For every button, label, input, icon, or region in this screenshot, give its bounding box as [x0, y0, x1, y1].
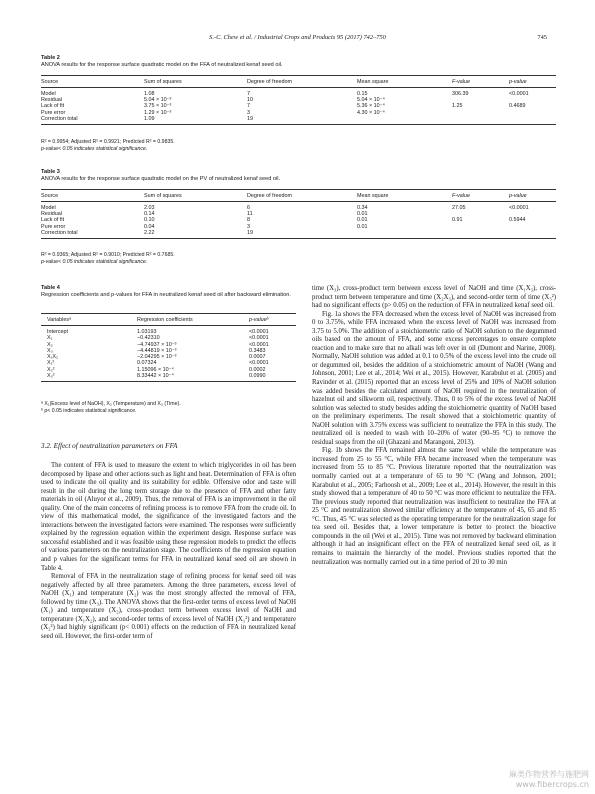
table2-cell: 5.04 × 10⁻⁴: [357, 97, 385, 104]
table2-cell: 1.25: [452, 103, 463, 110]
table2-cell: 5.36 × 10⁻⁴: [357, 103, 385, 110]
table2: [41, 75, 556, 125]
table2-cell: [452, 116, 509, 125]
table4-cell: 0.0990: [243, 373, 296, 382]
section-heading: 3.2. Effect of neutralization parameters on FFA: [41, 442, 178, 450]
table4-cell: X₃: [47, 347, 53, 354]
table4-cell: −4.74937 × 10⁻³: [137, 341, 177, 348]
table4-cell: <0.0001: [249, 329, 269, 335]
left-column: [41, 462, 296, 641]
table3: [41, 189, 556, 239]
table3-cell: Correction total: [41, 230, 144, 239]
table2-cell: 5.04 × 10⁻³: [144, 97, 172, 104]
table2-column-header: Sum of squares: [144, 76, 247, 88]
table2-cell: 0.4689: [509, 103, 526, 110]
table4-cell: 1.03193: [137, 329, 157, 335]
table4-cell: X₁X₂: [47, 354, 59, 361]
table3-cell: [509, 230, 556, 239]
table2-cell: Correction total: [41, 116, 144, 125]
table4-column-header: Variablesᵃ: [41, 314, 131, 326]
table3-cell: Model: [41, 205, 56, 211]
table3-cell: 8: [247, 217, 250, 224]
table3-cell: 0.01: [357, 211, 368, 218]
table3-cell: [357, 230, 452, 239]
table3-cell: Residual: [41, 211, 62, 218]
table2-cell: 306.39: [452, 91, 469, 97]
table2-column-header: Degree of freedom: [247, 76, 357, 88]
table2-column-header: Mean square: [357, 76, 452, 88]
table2-cell: 1.09: [144, 116, 247, 125]
table3-cell: 11: [247, 211, 253, 218]
journal-citation: S.-C. Chew et al. / Industrial Crops and Products 95 (2017) 742–750: [209, 34, 386, 41]
table3-column-header: p-value: [509, 190, 556, 202]
table2-caption-text: ANOVA results for the response surface quadratic model on the FFA of neutralized kenaf seed oil.: [41, 62, 283, 69]
table3-cell: 3: [247, 223, 250, 230]
table3-note: R² = 0.9365; Adjusted R² = 0.9010; Predicted R² = 0.7685.: [41, 252, 175, 258]
table2-cell: Lack of fit: [41, 103, 65, 110]
table3-caption: [41, 169, 280, 183]
table2-cell: 0.15: [357, 91, 368, 97]
table4-cell: <0.0001: [249, 360, 269, 367]
table2-cell: 1.08: [144, 91, 155, 97]
table2-row: [41, 116, 556, 125]
paragraph: Fig. 1b shows the FFA remained almost the same level while the temperature was increased from 25 to 55 °C, while FFA became increased when the temperature was increased from 55 to 85 °C. Previous literature reported that the neutralization was normally carried out at a temperature of 65 to 90 °C (Wang and Johnson, 2001; Karabulut et al., 2005; Farhoosh et al., 2009; Lee et al., 2014). However, the result in this study showed that a temperature of 40 to 50 °C was more efficient to neutralize the FFA. The previous study reported that neutralization was insufficient to neutralize the FFA at 25 °C and neutralization showed similar efficiency at the temperature of 45, 65 and 85 °C. Thus, 45 °C was selected as the operating temperature for the neutralization stage for tea seed oil. Besides that, a lower temperature is better to protect the bioactive compounds in the oil (Wei et al., 2015). Time was not removed by backward elimination although it had an insignificant effect on the FFA of neutralized kenaf seed oil, as it remains to maintain the hierarchy of the model. Previous studies reported that the neutralization was normally carried out in a time period of 20 to 30 min: [312, 447, 556, 566]
table3-cell: [452, 230, 509, 239]
table2-cell: Model: [41, 91, 56, 97]
table4-column-header: Regression coefficients: [131, 314, 243, 326]
table4-cell: X₃²: [41, 373, 131, 382]
table2-cell: <0.0001: [509, 91, 529, 97]
table2-row: [41, 88, 556, 98]
table4-notes: [41, 401, 181, 414]
table3-row: [41, 230, 556, 239]
table3-cell: 19: [247, 230, 357, 239]
table3-cell: 0.91: [452, 217, 463, 224]
table3-cell: 2.03: [144, 205, 155, 211]
table3-column-header: Degree of freedom: [247, 190, 357, 202]
table3-column-header: Source: [41, 190, 144, 202]
table4-cell: X₁: [47, 335, 53, 342]
table2-cell: Pure error: [41, 109, 66, 116]
table4-cell: 0.3483: [249, 347, 266, 354]
paragraph: Removal of FFA in the neutralization stage of refining process for kenaf seed oil was negatively affected by all three parameters. Among the three parameters, excess level of NaOH (X₁) and temperature (X₂) was the most strongly affected the removal of FFA, followed by time (X₃). The ANOVA shows that the first-order terms of excess level of NaOH (X₁) and temperature (X₂), cross-product term between excess level of NaOH and temperature (X₁X₂), and second-order terms of excess level of NaOH (X₁²) and temperature (X₂²) had highly significant (p< 0.001) effects on the reduction of FFA in neutralized kenaf seed oil. However, the first-order term of: [41, 573, 296, 640]
watermark-url: www.fibercrops.cn: [515, 780, 589, 789]
table3-cell: 2.22: [144, 230, 247, 239]
table2-cell: 19: [247, 116, 357, 125]
table4-cell: 0.07324: [137, 360, 157, 367]
table4-cell: <0.0001: [249, 335, 269, 342]
table4-row: [41, 326, 296, 336]
table4-caption-text: Regression coefficients and p-values for FFA in neutralized kenaf seed oil after backward elimination.: [41, 292, 291, 299]
table3-caption-text: ANOVA results for the response surface quadratic model on the PV of neutralized kenaf seed oil.: [41, 176, 281, 183]
table2-column-header: F-value: [452, 76, 509, 88]
table3-cell: <0.0001: [509, 205, 529, 211]
table3-column-header: Sum of squares: [144, 190, 247, 202]
table3-cell: 0.10: [144, 217, 155, 224]
table2-cell: 7: [247, 91, 250, 97]
table2-note: R² = 0.9954; Adjusted R² = 0.9921; Predicted R² = 0.9835.: [41, 139, 175, 145]
table4-cell: <0.0001: [249, 341, 269, 348]
table3-note: p-value< 0.05 indicates statistical significance.: [41, 258, 148, 265]
table2-cell: 3: [247, 109, 250, 116]
table4-note: ᵇ p< 0.05 indicates statistical significance.: [41, 407, 137, 414]
table4-cell: −2.04295 × 10⁻³: [137, 354, 177, 361]
table4: [41, 313, 296, 382]
table2-cell: 4.30 × 10⁻⁴: [357, 109, 385, 116]
watermark-text: 麻类作物营养与施肥网: [509, 770, 589, 779]
table3-cell: 0.5944: [509, 217, 526, 224]
table2-column-header: p-value: [509, 76, 556, 88]
page-number: 745: [537, 34, 547, 41]
table4-cell: X₂: [47, 341, 53, 348]
table4-row: [41, 373, 296, 382]
table3-cell: 0.04: [144, 223, 155, 230]
table2-cell: 3.75 × 10⁻³: [144, 103, 172, 110]
table3-cell: 27.05: [452, 205, 466, 211]
table2-cell: 1.29 × 10⁻³: [144, 109, 172, 116]
table3-label: Table 3: [41, 169, 60, 175]
table4-cell: Intercept: [47, 329, 68, 335]
table4-cell: 0.0002: [249, 366, 266, 373]
table3-column-header: Mean square: [357, 190, 452, 202]
table3-cell: 0.01: [357, 217, 368, 224]
table3-cell: Pure error: [41, 223, 66, 230]
table3-cell: Lack of fit: [41, 217, 65, 224]
table4-cell: −0.42310: [137, 335, 160, 342]
table3-notes: [41, 252, 175, 265]
table2-column-header: Source: [41, 76, 144, 88]
watermark: [509, 770, 589, 790]
table3-column-header: F-value: [452, 190, 509, 202]
table2-cell: [509, 116, 556, 125]
table4-cell: 1.15096 × 10⁻⁴: [137, 366, 174, 373]
table3-cell: 0.14: [144, 211, 155, 218]
paragraph: time (X₃), cross-product term between excess level of NaOH and time (X₁X₃), cross-product term between temperature and time (X₂X₃), and second-order term of time (X₃²) had no significant effects (p> 0.05) on the reduction of FFA in neutralized kenaf seed oil.: [312, 285, 556, 310]
table3-cell: 0.01: [357, 223, 368, 230]
right-column: [312, 285, 556, 567]
table3-cell: 0.34: [357, 205, 368, 211]
table2-cell: 10: [247, 97, 253, 104]
table2-label: Table 2: [41, 55, 60, 61]
table2-notes: [41, 139, 175, 152]
table4-cell: X₂²: [47, 366, 55, 373]
table2-note: p-value< 0.05 indicates statistical significance.: [41, 145, 148, 152]
table4-label: Table 4: [41, 285, 60, 291]
table3-cell: 6: [247, 205, 250, 211]
table2-caption: [41, 55, 283, 69]
table2-cell: 7: [247, 103, 250, 110]
paragraph: Fig. 1a shows the FFA decreased when the excess level of NaOH was increased from 0 to 3.75%, while FFA increased when the excess level of NaOH was increased from 3.75 to 5.0%. The addition of a stoichiometric ratio of NaOH solution to the degummed oils based on the amount of FFA, and some excess percentages to ensure complete reaction and to make sure that no alkali was left over in oil (Dumont and Narine, 2008). Normally, NaOH solution was added at 0.1 to 0.5% of the excess level into the crude oil or degummed oil, besides the addition of a stoichiometric amount of NaOH (Wang and Johnson, 2001; Lee et al., 2014; Wei et al., 2015). However, Karabulut et al. (2005) and Ravinder et al. (2015) reported that an excess level of 25% and 10% of NaOH solution was added besides the calculated amount of NaOH required in the neutralization of hazelnut oil and silkworm oil, respectively. Thus, 0 to 5% of the excess level of NaOH solution was selected to study besides adding the stoichiometric quantity of NaOH based on the preliminary experiments. The result showed that a stoichiometric quantity of NaOH solution with 3.75% excess was sufficient to neutralize the FFA in this study. The neutralized oil is needed to wash with 10–20% of water (90–95 °C) to remove the residual soaps from the oil (Ghazani and Marangoni, 2013).: [312, 310, 556, 446]
table4-cell: X₁²: [47, 360, 55, 367]
table4-note: ᵃ X₁(Excess level of NaOH), X₂ (Temperature) and X₃ (Time).: [41, 401, 181, 407]
table4-caption: [41, 285, 296, 299]
table3-row: [41, 202, 556, 212]
paragraph: The content of FFA is used to measure the extent to which triglycerides in oil has been decomposed by lipase and other actions such as light and heat. Determination of FFA is often used to indicate the oil quality and its suitability for edible. Offensive odor and taste will result in the oil during the long term storage due to the presence of FFA and other fatty materials in oil (Aluyor et al., 2009). Thus, the removal of FFA is an improvement in the oil quality. One of the main concerns of refining process is to remove FFA from the crude oil. In view of this mathematical model, the significance of the investigated factors and the interactions between the investigated factors were examined. The responses were sufficiently explained by the regression equation within the experiment design. Response surface was successful established and it was feasible using these regression models to predict the effects of various parameters on the neutralization stage. The coefficients of the regression equation and p values for the significant terms for FFA in neutralized kenaf seed oil are shown in Table 4.: [41, 462, 296, 572]
table4-column-header: p-valueᵇ: [243, 314, 296, 326]
table2-cell: [357, 116, 452, 125]
table4-cell: −4.44819 × 10⁻³: [137, 347, 177, 354]
table4-cell: 0.0007: [249, 354, 266, 361]
table4-cell: 8.33442 × 10⁻⁴: [131, 373, 243, 382]
table2-cell: Residual: [41, 97, 62, 104]
